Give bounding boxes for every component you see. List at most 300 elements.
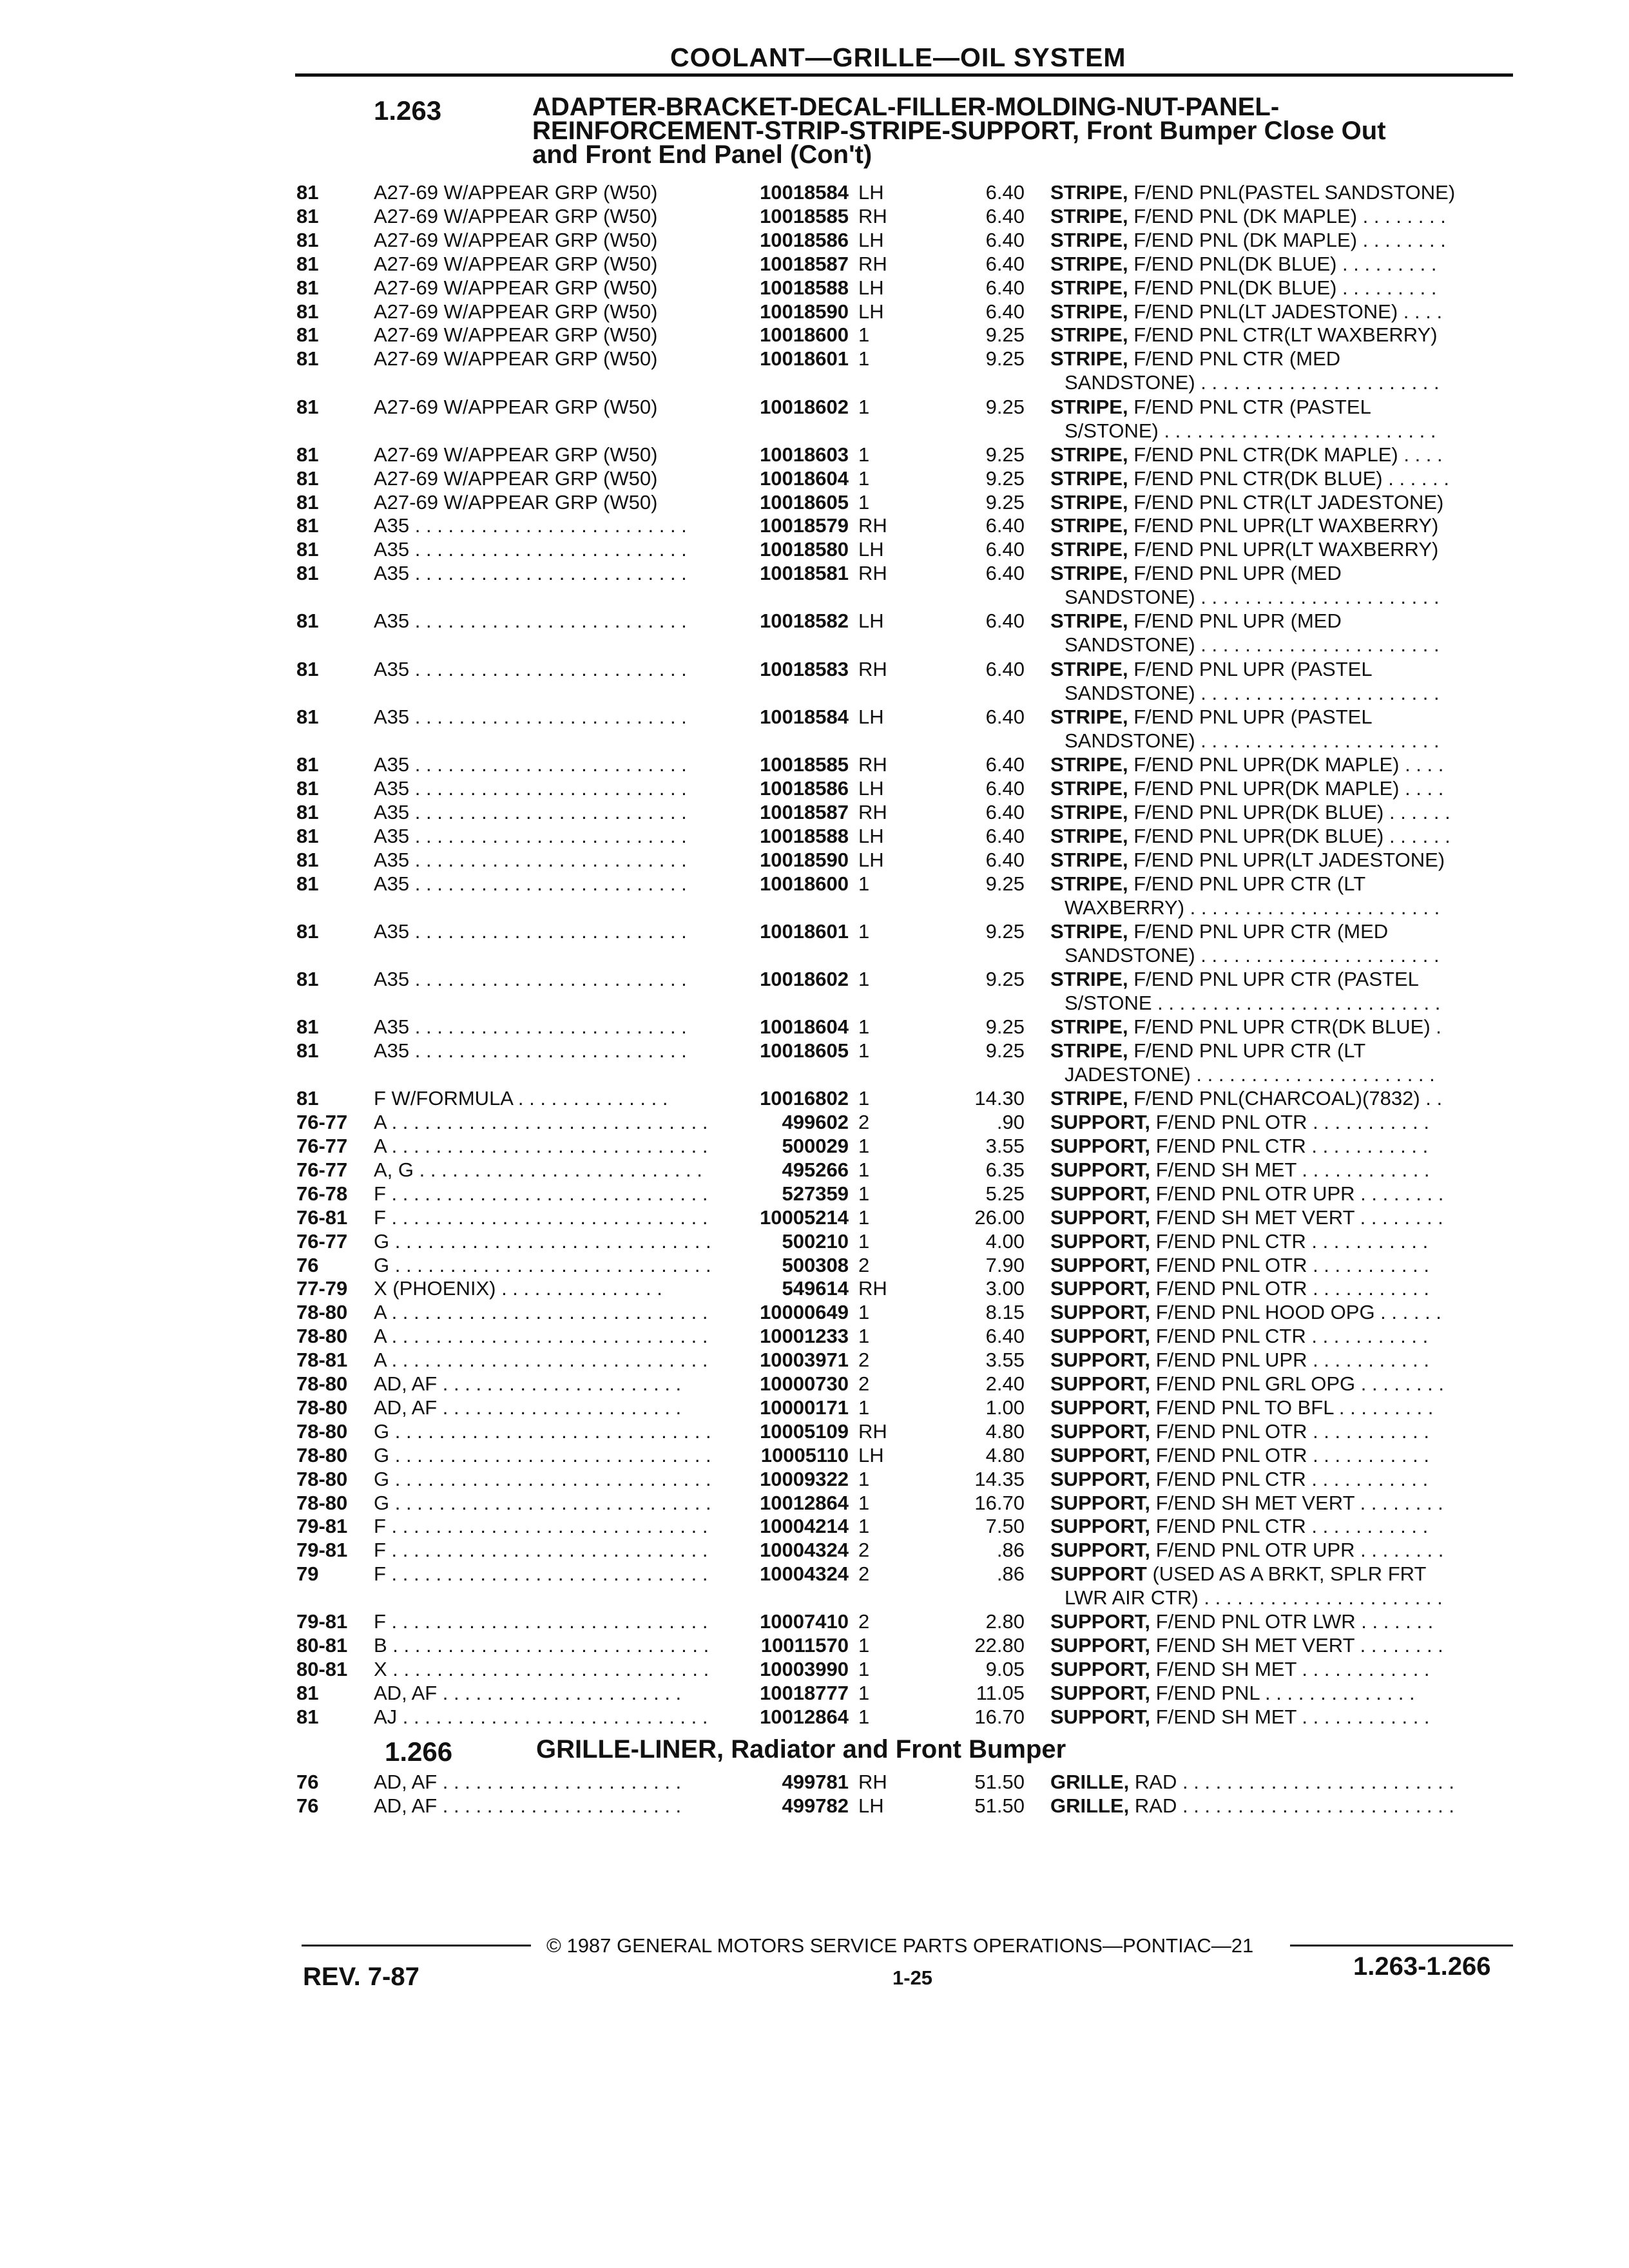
quantity-cell: LH [858, 538, 884, 561]
description-cell [1050, 919, 1514, 943]
description-cell [1050, 609, 1514, 633]
quantity-cell: 1 [858, 466, 870, 490]
year-cell: 81 [296, 204, 319, 227]
description-cell [1050, 347, 1514, 370]
footer-rule [1290, 1945, 1513, 1946]
description-continuation: SANDSTONE) . . . . . . . . . . . . . . . . . . . . . . [1065, 371, 1440, 394]
item-description: F/END PNL CTR . . . . . . . . . . . [1155, 1229, 1429, 1253]
item-name: SUPPORT, [1050, 1658, 1151, 1681]
price-cell: 7.50 [985, 1515, 1025, 1538]
price-cell: 6.40 [985, 514, 1025, 537]
model-cell: A27-69 W/APPEAR GRP (W50) [374, 347, 658, 370]
quantity-cell: LH [858, 776, 884, 800]
description-cell [1050, 300, 1514, 323]
model-cell: A27-69 W/APPEAR GRP (W50) [374, 181, 658, 204]
model-cell: A35 . . . . . . . . . . . . . . . . . . . . . . . . . [374, 848, 687, 871]
model-cell: A35 . . . . . . . . . . . . . . . . . . . . . . . . . [374, 824, 687, 847]
item-name: STRIPE, [1050, 514, 1128, 537]
year-cell: 76-77 [296, 1135, 348, 1157]
price-cell: 16.70 [974, 1706, 1025, 1728]
description-cell [1050, 276, 1514, 300]
quantity-cell: 1 [858, 1396, 870, 1419]
item-name: SUPPORT, [1050, 1158, 1151, 1181]
item-description: F/END PNL UPR CTR(DK BLUE) . [1133, 1015, 1441, 1039]
description-cell [1050, 1562, 1514, 1586]
model-cell: A35 . . . . . . . . . . . . . . . . . . . . . . . . . [374, 776, 687, 800]
part-number-cell: 10012864 [760, 1491, 849, 1514]
item-description: F/END PNL UPR(LT WAXBERRY) [1133, 514, 1439, 537]
item-name: SUPPORT, [1050, 1325, 1151, 1348]
quantity-cell: LH [858, 848, 884, 871]
year-cell: 76-78 [296, 1182, 348, 1205]
item-description: F/END SH MET VERT . . . . . . . . [1155, 1491, 1443, 1514]
item-description: F/END PNL OTR . . . . . . . . . . . [1155, 1111, 1429, 1134]
item-description: RAD . . . . . . . . . . . . . . . . . . . . . . . . . [1134, 1770, 1454, 1793]
item-description: F/END PNL(LT JADESTONE) . . . . [1133, 300, 1443, 323]
part-number-cell: 10018583 [760, 657, 849, 680]
part-number-cell: 549614 [782, 1277, 849, 1300]
model-cell: F W/FORMULA . . . . . . . . . . . . . . [374, 1087, 668, 1110]
description-continuation: WAXBERRY) . . . . . . . . . . . . . . . . . . . . . . . [1065, 896, 1440, 919]
part-number-cell: 10018604 [760, 466, 849, 490]
part-number-cell: 10000649 [760, 1301, 849, 1324]
quantity-cell: 2 [858, 1253, 870, 1276]
item-name: STRIPE, [1050, 1015, 1128, 1039]
description-continuation: SANDSTONE) . . . . . . . . . . . . . . . . . . . . . . [1065, 943, 1440, 966]
item-name: STRIPE, [1050, 181, 1128, 204]
description-continuation: SANDSTONE) . . . . . . . . . . . . . . . . . . . . . . [1065, 681, 1440, 704]
year-cell: 80-81 [296, 1634, 348, 1657]
item-name: STRIPE, [1050, 1087, 1128, 1110]
item-description: F/END PNL CTR (MED [1133, 347, 1341, 370]
item-description: F/END PNL UPR . . . . . . . . . . . [1155, 1349, 1429, 1372]
item-description: F/END PNL(PASTEL SANDSTONE) [1133, 181, 1456, 204]
item-description: F/END PNL UPR (PASTEL [1133, 705, 1373, 728]
model-cell: A, G . . . . . . . . . . . . . . . . . . . . . . . . . . [374, 1158, 702, 1181]
part-number-cell: 10018580 [760, 538, 849, 561]
description-continuation: S/STONE) . . . . . . . . . . . . . . . . . . . . . . . . . [1065, 419, 1436, 442]
model-cell: A35 . . . . . . . . . . . . . . . . . . . . . . . . . [374, 610, 687, 633]
year-cell: 81 [296, 1087, 319, 1110]
price-cell: 6.40 [985, 228, 1025, 251]
year-cell: 81 [296, 300, 319, 323]
section-number: 1.263 [374, 95, 442, 126]
item-name: STRIPE, [1050, 776, 1128, 800]
model-cell: A27-69 W/APPEAR GRP (W50) [374, 395, 658, 418]
price-cell: 9.05 [985, 1658, 1025, 1681]
price-cell: 51.50 [974, 1794, 1025, 1817]
part-number-cell: 10009322 [760, 1467, 849, 1490]
part-number-cell: 10018581 [760, 562, 849, 585]
item-name: SUPPORT, [1050, 1419, 1151, 1443]
item-description: F/END PNL CTR(DK MAPLE) . . . . [1133, 443, 1443, 466]
year-cell: 81 [296, 395, 319, 418]
description-cell [1050, 443, 1514, 466]
description-continuation: JADESTONE) . . . . . . . . . . . . . . . . . . . . . . [1065, 1063, 1435, 1086]
description-continuation: S/STONE . . . . . . . . . . . . . . . . . . . . . . . . . . [1065, 991, 1441, 1014]
item-description: F/END PNL CTR . . . . . . . . . . . [1155, 1325, 1429, 1348]
section-heading-line: GRILLE-LINER, Radiator and Front Bumper [536, 1735, 1066, 1763]
item-description: F/END PNL UPR(LT WAXBERRY) [1133, 538, 1439, 561]
item-description: F/END SH MET VERT . . . . . . . . [1155, 1634, 1443, 1657]
page-title: COOLANT—GRILLE—OIL SYSTEM [670, 43, 1126, 72]
description-cell [1050, 1182, 1514, 1206]
item-name: SUPPORT, [1050, 1253, 1151, 1276]
quantity-cell: 1 [858, 919, 870, 943]
item-description: F/END PNL UPR CTR (LT [1133, 872, 1366, 895]
item-name: STRIPE, [1050, 443, 1128, 466]
item-description: F/END PNL UPR CTR (MED [1133, 919, 1389, 943]
quantity-cell: 1 [858, 323, 870, 347]
part-number-cell: 10018603 [760, 443, 849, 466]
item-name: SUPPORT, [1050, 1443, 1151, 1466]
year-cell: 79-81 [296, 1515, 348, 1538]
price-cell: 6.40 [985, 705, 1025, 728]
quantity-cell: RH [858, 514, 887, 537]
year-cell: 78-80 [296, 1372, 348, 1395]
quantity-cell: 1 [858, 1658, 870, 1681]
year-cell: 78-80 [296, 1491, 348, 1514]
price-cell: 5.25 [985, 1182, 1025, 1205]
price-cell: 22.80 [974, 1634, 1025, 1657]
price-cell: 3.55 [985, 1135, 1025, 1157]
description-cell [1050, 1086, 1514, 1110]
item-description: F/END PNL UPR CTR (LT [1133, 1039, 1366, 1062]
part-number-cell: 500308 [782, 1253, 849, 1276]
item-name: STRIPE, [1050, 1039, 1128, 1062]
description-cell [1050, 1491, 1514, 1515]
model-cell: B . . . . . . . . . . . . . . . . . . . . . . . . . . . . . [374, 1634, 709, 1657]
description-cell [1050, 1705, 1514, 1729]
year-cell: 79-81 [296, 1539, 348, 1562]
part-number-cell: 10018590 [760, 300, 849, 323]
price-cell: 14.35 [974, 1467, 1025, 1490]
price-cell: 3.00 [985, 1277, 1025, 1300]
price-cell: 26.00 [974, 1206, 1025, 1229]
item-description: F/END PNL(DK BLUE) . . . . . . . . . [1133, 252, 1437, 275]
model-cell: X (PHOENIX) . . . . . . . . . . . . . . . [374, 1277, 662, 1300]
model-cell: F . . . . . . . . . . . . . . . . . . . . . . . . . . . . . [374, 1539, 708, 1562]
item-name: SUPPORT, [1050, 1372, 1151, 1395]
item-name: STRIPE, [1050, 872, 1128, 895]
price-cell: 2.80 [985, 1610, 1025, 1633]
model-cell: A27-69 W/APPEAR GRP (W50) [374, 490, 658, 514]
item-name: STRIPE, [1050, 276, 1128, 299]
quantity-cell: 1 [858, 1182, 870, 1205]
description-cell [1050, 1467, 1514, 1491]
quantity-cell: RH [858, 1277, 887, 1300]
year-cell: 81 [296, 705, 319, 728]
model-cell: X . . . . . . . . . . . . . . . . . . . . . . . . . . . . . [374, 1658, 709, 1681]
quantity-cell: LH [858, 824, 884, 847]
quantity-cell: RH [858, 753, 887, 776]
description-cell [1050, 657, 1514, 681]
price-cell: 6.40 [985, 300, 1025, 323]
item-name: SUPPORT, [1050, 1301, 1151, 1324]
item-name: SUPPORT, [1050, 1349, 1151, 1372]
part-number-cell: 10018604 [760, 1015, 849, 1039]
model-cell: A35 . . . . . . . . . . . . . . . . . . . . . . . . . [374, 753, 687, 776]
model-cell: AD, AF . . . . . . . . . . . . . . . . . . . . . . [374, 1372, 682, 1395]
price-cell: 6.40 [985, 252, 1025, 275]
year-cell: 81 [296, 228, 319, 251]
year-cell: 81 [296, 776, 319, 800]
part-number-cell: 10004324 [760, 1539, 849, 1562]
quantity-cell: LH [858, 1443, 884, 1466]
part-number-cell: 10011570 [760, 1634, 849, 1657]
description-cell [1050, 776, 1514, 800]
quantity-cell: 1 [858, 1467, 870, 1490]
quantity-cell: 2 [858, 1539, 870, 1562]
price-cell: .90 [996, 1111, 1025, 1134]
model-cell: AD, AF . . . . . . . . . . . . . . . . . . . . . . [374, 1396, 682, 1419]
description-cell [1050, 1681, 1514, 1705]
model-cell: A35 . . . . . . . . . . . . . . . . . . . . . . . . . [374, 1039, 687, 1062]
part-number-cell: 10003990 [760, 1658, 849, 1681]
quantity-cell: 1 [858, 1515, 870, 1538]
quantity-cell: 1 [858, 967, 870, 990]
price-cell: 9.25 [985, 347, 1025, 370]
quantity-cell: 1 [858, 1634, 870, 1657]
price-cell: 6.40 [985, 753, 1025, 776]
header-rule [295, 73, 1513, 77]
price-cell: 6.40 [985, 538, 1025, 561]
price-cell: 6.40 [985, 776, 1025, 800]
item-name: STRIPE, [1050, 610, 1128, 633]
item-name: STRIPE, [1050, 753, 1128, 776]
quantity-cell: RH [858, 657, 887, 680]
part-number-cell: 10018587 [760, 800, 849, 823]
year-cell: 81 [296, 466, 319, 490]
price-cell: 14.30 [974, 1087, 1025, 1110]
page-number: 1-25 [892, 1966, 933, 1989]
year-cell: 80-81 [296, 1658, 348, 1681]
year-cell: 81 [296, 872, 319, 895]
price-cell: 4.00 [985, 1229, 1025, 1253]
description-cell [1050, 1443, 1514, 1467]
year-cell: 81 [296, 538, 319, 561]
item-description: F/END PNL UPR(LT JADESTONE) [1133, 848, 1445, 871]
description-cell [1050, 967, 1514, 991]
item-description: F/END PNL UPR(DK BLUE) . . . . . . [1133, 824, 1451, 847]
part-number-cell: 10018601 [760, 347, 849, 370]
description-cell [1050, 1538, 1514, 1562]
item-name: STRIPE, [1050, 300, 1128, 323]
part-number-cell: 10018582 [760, 610, 849, 633]
model-cell: A27-69 W/APPEAR GRP (W50) [374, 300, 658, 323]
model-cell: A . . . . . . . . . . . . . . . . . . . . . . . . . . . . . [374, 1349, 708, 1372]
item-name: STRIPE, [1050, 848, 1128, 871]
description-cell [1050, 490, 1514, 514]
model-cell: A35 . . . . . . . . . . . . . . . . . . . . . . . . . [374, 538, 687, 561]
year-cell: 81 [296, 276, 319, 299]
year-cell: 76-77 [296, 1158, 348, 1181]
item-description: F/END PNL UPR (MED [1133, 610, 1342, 633]
item-name: SUPPORT, [1050, 1515, 1151, 1538]
description-continuation: SANDSTONE) . . . . . . . . . . . . . . . . . . . . . . [1065, 729, 1440, 752]
section-heading [532, 95, 1386, 167]
description-continuation: SANDSTONE) . . . . . . . . . . . . . . . . . . . . . . [1065, 633, 1440, 657]
year-cell: 81 [296, 753, 319, 776]
item-name: SUPPORT, [1050, 1135, 1151, 1157]
description-cell [1050, 1396, 1514, 1419]
price-cell: 9.25 [985, 919, 1025, 943]
price-cell: 6.40 [985, 562, 1025, 585]
part-number-cell: 10005110 [760, 1443, 849, 1466]
item-description: F/END PNL CTR (PASTEL [1133, 395, 1371, 418]
quantity-cell: 1 [858, 1135, 870, 1157]
year-cell: 81 [296, 800, 319, 823]
price-cell: 51.50 [974, 1770, 1025, 1793]
item-name: STRIPE, [1050, 657, 1128, 680]
year-cell: 78-80 [296, 1419, 348, 1443]
item-name: STRIPE, [1050, 800, 1128, 823]
description-cell [1050, 1633, 1514, 1657]
item-description: F/END PNL UPR (PASTEL [1133, 657, 1373, 680]
item-name: SUPPORT, [1050, 1491, 1151, 1514]
year-cell: 76 [296, 1253, 319, 1276]
description-cell [1050, 1134, 1514, 1158]
description-cell [1050, 1276, 1514, 1300]
item-description: F/END SH MET . . . . . . . . . . . . [1155, 1158, 1430, 1181]
quantity-cell: LH [858, 610, 884, 633]
description-continuation: LWR AIR CTR) . . . . . . . . . . . . . . . . . . . . . . [1065, 1586, 1443, 1610]
description-cell [1050, 872, 1514, 896]
item-description: F/END PNL . . . . . . . . . . . . . . [1155, 1682, 1415, 1705]
footer-rule [302, 1945, 531, 1946]
year-cell: 81 [296, 1039, 319, 1062]
item-description: F/END PNL UPR(DK MAPLE) . . . . [1133, 776, 1444, 800]
description-cell [1050, 1514, 1514, 1538]
part-number-cell: 10007410 [760, 1610, 849, 1633]
quantity-cell: 2 [858, 1372, 870, 1395]
item-name: SUPPORT, [1050, 1111, 1151, 1134]
item-description: F/END PNL (DK MAPLE) . . . . . . . . [1133, 204, 1446, 227]
item-description: F/END PNL(CHARCOAL)(7832) . . [1133, 1087, 1443, 1110]
quantity-cell: LH [858, 228, 884, 251]
item-name: STRIPE, [1050, 490, 1128, 514]
quantity-cell: RH [858, 204, 887, 227]
item-description: F/END SH MET . . . . . . . . . . . . [1155, 1706, 1430, 1728]
price-cell: 9.25 [985, 323, 1025, 347]
item-description: F/END PNL CTR(DK BLUE) . . . . . . [1133, 466, 1449, 490]
part-number-cell: 500210 [782, 1229, 849, 1253]
model-cell: A27-69 W/APPEAR GRP (W50) [374, 323, 658, 347]
model-cell: A35 . . . . . . . . . . . . . . . . . . . . . . . . . [374, 514, 687, 537]
model-cell: A35 . . . . . . . . . . . . . . . . . . . . . . . . . [374, 872, 687, 895]
year-cell: 78-81 [296, 1349, 348, 1372]
description-cell [1050, 323, 1514, 347]
model-cell: G . . . . . . . . . . . . . . . . . . . . . . . . . . . . . [374, 1419, 711, 1443]
part-number-cell: 10004324 [760, 1562, 849, 1586]
price-cell: 9.25 [985, 443, 1025, 466]
year-cell: 81 [296, 181, 319, 204]
year-cell: 78-80 [296, 1396, 348, 1419]
part-number-cell: 10018579 [760, 514, 849, 537]
part-number-cell: 10005109 [760, 1419, 849, 1443]
model-cell: A27-69 W/APPEAR GRP (W50) [374, 252, 658, 275]
description-cell [1050, 848, 1514, 872]
section-heading-line: and Front End Panel (Con't) [532, 140, 872, 169]
price-cell: 9.25 [985, 395, 1025, 418]
price-cell: 6.40 [985, 204, 1025, 227]
item-name: SUPPORT, [1050, 1467, 1151, 1490]
item-name: STRIPE, [1050, 967, 1128, 990]
model-cell: F . . . . . . . . . . . . . . . . . . . . . . . . . . . . . [374, 1515, 708, 1538]
part-number-cell: 499602 [782, 1111, 849, 1134]
model-cell: G . . . . . . . . . . . . . . . . . . . . . . . . . . . . . [374, 1467, 711, 1490]
item-description: F/END PNL CTR . . . . . . . . . . . [1155, 1467, 1429, 1490]
year-cell: 78-80 [296, 1467, 348, 1490]
year-cell: 81 [296, 967, 319, 990]
part-number-cell: 10018601 [760, 919, 849, 943]
year-cell: 81 [296, 848, 319, 871]
quantity-cell: 1 [858, 347, 870, 370]
description-cell [1050, 1039, 1514, 1062]
model-cell: A . . . . . . . . . . . . . . . . . . . . . . . . . . . . . [374, 1301, 708, 1324]
year-cell: 76-77 [296, 1111, 348, 1134]
model-cell: AJ . . . . . . . . . . . . . . . . . . . . . . . . . . . . [374, 1706, 708, 1728]
price-cell: 6.40 [985, 800, 1025, 823]
description-cell [1050, 395, 1514, 419]
price-cell: 16.70 [974, 1491, 1025, 1514]
part-number-cell: 10018602 [760, 967, 849, 990]
description-cell [1050, 514, 1514, 537]
item-description: F/END SH MET VERT . . . . . . . . [1155, 1206, 1443, 1229]
description-cell [1050, 228, 1514, 252]
item-name: SUPPORT, [1050, 1682, 1151, 1705]
quantity-cell: 1 [858, 1039, 870, 1062]
item-description: F/END PNL CTR(LT JADESTONE) [1133, 490, 1444, 514]
year-cell: 78-80 [296, 1325, 348, 1348]
section-number: 1.266 [385, 1736, 453, 1767]
price-cell: 4.80 [985, 1419, 1025, 1443]
quantity-cell: 1 [858, 395, 870, 418]
description-cell [1050, 1770, 1514, 1794]
year-cell: 81 [296, 443, 319, 466]
quantity-cell: 1 [858, 1706, 870, 1728]
description-cell [1050, 800, 1514, 824]
description-cell [1050, 1206, 1514, 1229]
quantity-cell: 1 [858, 872, 870, 895]
item-description: RAD . . . . . . . . . . . . . . . . . . . . . . . . . [1134, 1794, 1454, 1817]
description-cell [1050, 1253, 1514, 1277]
part-number-cell: 499781 [782, 1770, 849, 1793]
quantity-cell: LH [858, 1794, 884, 1817]
part-number-cell: 10000171 [760, 1396, 849, 1419]
quantity-cell: 1 [858, 443, 870, 466]
price-cell: 8.15 [985, 1301, 1025, 1324]
item-name: STRIPE, [1050, 538, 1128, 561]
year-cell: 76 [296, 1770, 319, 1793]
year-cell: 78-80 [296, 1301, 348, 1324]
model-cell: F . . . . . . . . . . . . . . . . . . . . . . . . . . . . . [374, 1562, 708, 1586]
model-cell: AD, AF . . . . . . . . . . . . . . . . . . . . . . [374, 1682, 682, 1705]
description-cell [1050, 1794, 1514, 1818]
item-name: STRIPE, [1050, 824, 1128, 847]
part-number-cell: 527359 [782, 1182, 849, 1205]
price-cell: 11.05 [976, 1682, 1025, 1705]
year-cell: 79 [296, 1562, 319, 1586]
item-name: SUPPORT, [1050, 1610, 1151, 1633]
item-name: SUPPORT, [1050, 1539, 1151, 1562]
price-cell: 6.40 [985, 181, 1025, 204]
item-name: SUPPORT, [1050, 1182, 1151, 1205]
price-cell: 1.00 [985, 1396, 1025, 1419]
part-number-cell: 10018586 [760, 776, 849, 800]
quantity-cell: 1 [858, 1682, 870, 1705]
item-description: F/END PNL OTR . . . . . . . . . . . [1155, 1443, 1429, 1466]
